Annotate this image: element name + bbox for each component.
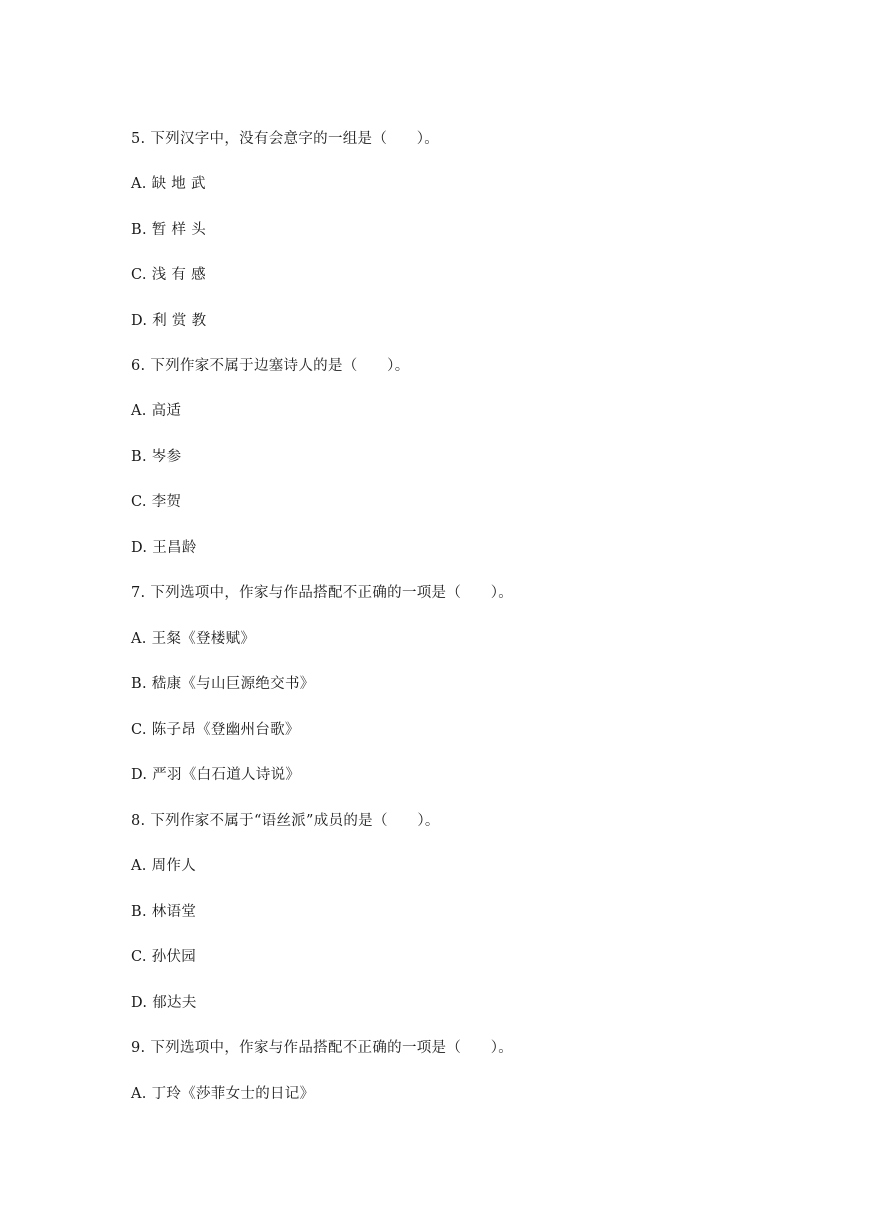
question-9-stem: 9. 下列选项中，作家与作品搭配不正确的一项是（ ）。 (131, 1040, 514, 1056)
question-5-stem: 5. 下列汉字中，没有会意字的一组是（ ）。 (131, 131, 440, 147)
question-6-option-d: D. 王昌龄 (131, 540, 197, 556)
question-6-option-c: C. 李贺 (131, 494, 182, 510)
question-6-stem: 6. 下列作家不属于边塞诗人的是（ ）。 (131, 358, 410, 374)
question-6-option-b: B. 岑参 (131, 449, 182, 465)
question-5-option-a: A. 缺 地 武 (131, 176, 206, 192)
question-7-option-d: D. 严羽《白石道人诗说》 (131, 767, 301, 783)
question-8-option-d: D. 郁达夫 (131, 995, 197, 1011)
question-5-option-d: D. 利 赏 教 (131, 313, 207, 329)
question-7-option-a: A. 王粲《登楼赋》 (131, 631, 256, 647)
question-7-stem: 7. 下列选项中，作家与作品搭配不正确的一项是（ ）。 (131, 585, 514, 601)
question-6-option-a: A. 高适 (131, 403, 182, 419)
question-8-option-b: B. 林语堂 (131, 904, 197, 920)
question-9-option-a: A. 丁玲《莎菲女士的日记》 (131, 1086, 315, 1102)
question-5-option-c: C. 浅 有 感 (131, 267, 206, 283)
question-5-option-b: B. 暂 样 头 (131, 222, 206, 238)
question-7-option-c: C. 陈子昂《登幽州台歌》 (131, 722, 300, 738)
question-8-option-a: A. 周作人 (131, 858, 196, 874)
question-8-option-c: C. 孙伏园 (131, 949, 197, 965)
question-8-stem: 8. 下列作家不属于“语丝派”成员的是（ ）。 (131, 813, 440, 829)
question-7-option-b: B. 嵇康《与山巨源绝交书》 (131, 676, 315, 692)
